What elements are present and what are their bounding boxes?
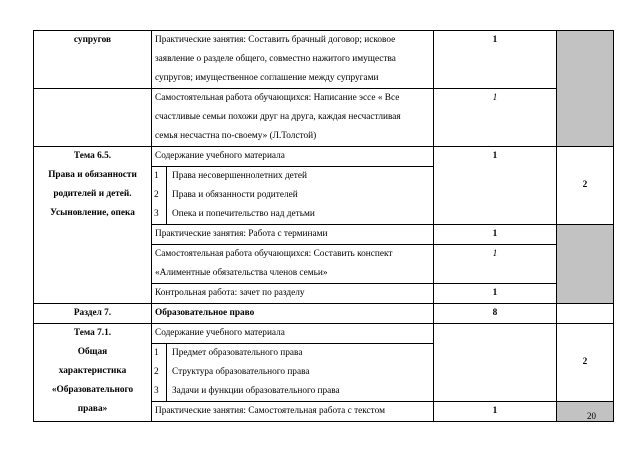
- content-line: супругов; имущественное соглашение между супругами: [155, 73, 379, 83]
- content-cell: [152, 89, 434, 147]
- content-line: семья несчастна по-своему» (Л.Толстой): [155, 131, 317, 141]
- level-cell-empty: [557, 304, 614, 324]
- hours-cell: 1: [434, 147, 557, 225]
- table-row: [34, 324, 614, 402]
- list-item: [152, 344, 433, 363]
- item-text: Задачи и функции образовательного права: [172, 386, 340, 396]
- content-line: заявление о разделе общего, совместно нажитого имущества: [155, 54, 396, 64]
- table-row: [34, 31, 614, 89]
- level-cell-shaded: [557, 31, 614, 147]
- item-number: 2: [152, 186, 167, 205]
- topic-items: [152, 167, 433, 224]
- item-text: Опека и попечительство над детьми: [172, 209, 315, 219]
- topic-cell-empty: [34, 89, 152, 147]
- content-heading: Содержание учебного материала: [152, 147, 433, 167]
- item-number: 1: [152, 344, 167, 363]
- topic-line: Общая: [77, 347, 108, 357]
- hours-cell: 1: [434, 31, 557, 89]
- item-text: Права несовершеннолетних детей: [172, 171, 307, 181]
- topic-line: «Образовательного: [51, 385, 134, 395]
- hours-cell: 8: [434, 304, 557, 324]
- content-cell: [152, 147, 434, 225]
- topic-cell: супругов: [34, 31, 152, 89]
- hours-cell-empty: [434, 324, 557, 402]
- topic-items: [152, 344, 433, 401]
- content-cell: Практические занятия: Работа с терминами: [152, 225, 434, 245]
- table-row: [34, 89, 614, 147]
- section-cell: Раздел 7.: [34, 304, 152, 324]
- content-cell: [152, 324, 434, 402]
- list-item: [152, 186, 433, 205]
- list-item: [152, 167, 433, 186]
- level-cell-shaded: [557, 225, 614, 304]
- content-line: Практические занятия: Составить брачный договор; исковое: [155, 35, 396, 45]
- table-row: [34, 147, 614, 225]
- item-number: 3: [152, 205, 167, 224]
- content-line: Самостоятельная работа обучающихся: Написание эссе « Все: [155, 93, 400, 103]
- content-heading: Содержание учебного материала: [152, 324, 433, 344]
- level-cell-shaded: [557, 402, 614, 422]
- topic-cell: [34, 324, 152, 422]
- curriculum-table: [33, 30, 614, 422]
- item-text: Предмет образовательного права: [172, 348, 303, 358]
- item-number: 1: [152, 167, 167, 186]
- hours-cell: 1: [434, 284, 557, 304]
- topic-line: характеристика: [58, 366, 127, 376]
- hours-cell: 1: [434, 245, 557, 284]
- content-cell: [152, 245, 434, 284]
- topic-line: права»: [77, 404, 108, 414]
- level-cell: 2: [557, 147, 614, 225]
- content-line: Самостоятельная работа обучающихся: Составить конспект: [155, 249, 393, 259]
- topic-cell: [34, 147, 152, 304]
- list-item: [152, 382, 433, 401]
- table-row: [34, 304, 614, 324]
- content-cell: Практические занятия: Самостоятельная работа с текстом: [152, 402, 434, 422]
- topic-line: Тема 6.5.: [73, 151, 112, 161]
- hours-cell: 1: [434, 89, 557, 147]
- item-text: Права и обязанности родителей: [172, 190, 298, 200]
- level-cell: 2: [557, 324, 614, 402]
- item-text: Структура образовательного права: [172, 367, 310, 377]
- content-line: «Алиментные обязательства членов семьи»: [155, 268, 328, 278]
- list-item: [152, 205, 433, 224]
- page-number: 20: [587, 411, 596, 421]
- topic-line: Тема 7.1.: [73, 328, 112, 338]
- topic-line: родителей и детей.: [53, 189, 132, 199]
- topic-line: Усыновление, опека: [50, 208, 135, 218]
- item-number: 2: [152, 363, 167, 382]
- content-cell: Контрольная работа: зачет по разделу: [152, 284, 434, 304]
- content-line: счастливые семьи похожи друг на друга, каждая несчастливая: [155, 112, 401, 122]
- list-item: [152, 363, 433, 382]
- item-number: 3: [152, 382, 167, 401]
- hours-cell: 1: [434, 225, 557, 245]
- section-title: Образовательное право: [152, 304, 434, 324]
- hours-cell: 1: [434, 402, 557, 422]
- content-cell: [152, 31, 434, 89]
- topic-line: Права и обязанности: [48, 170, 137, 180]
